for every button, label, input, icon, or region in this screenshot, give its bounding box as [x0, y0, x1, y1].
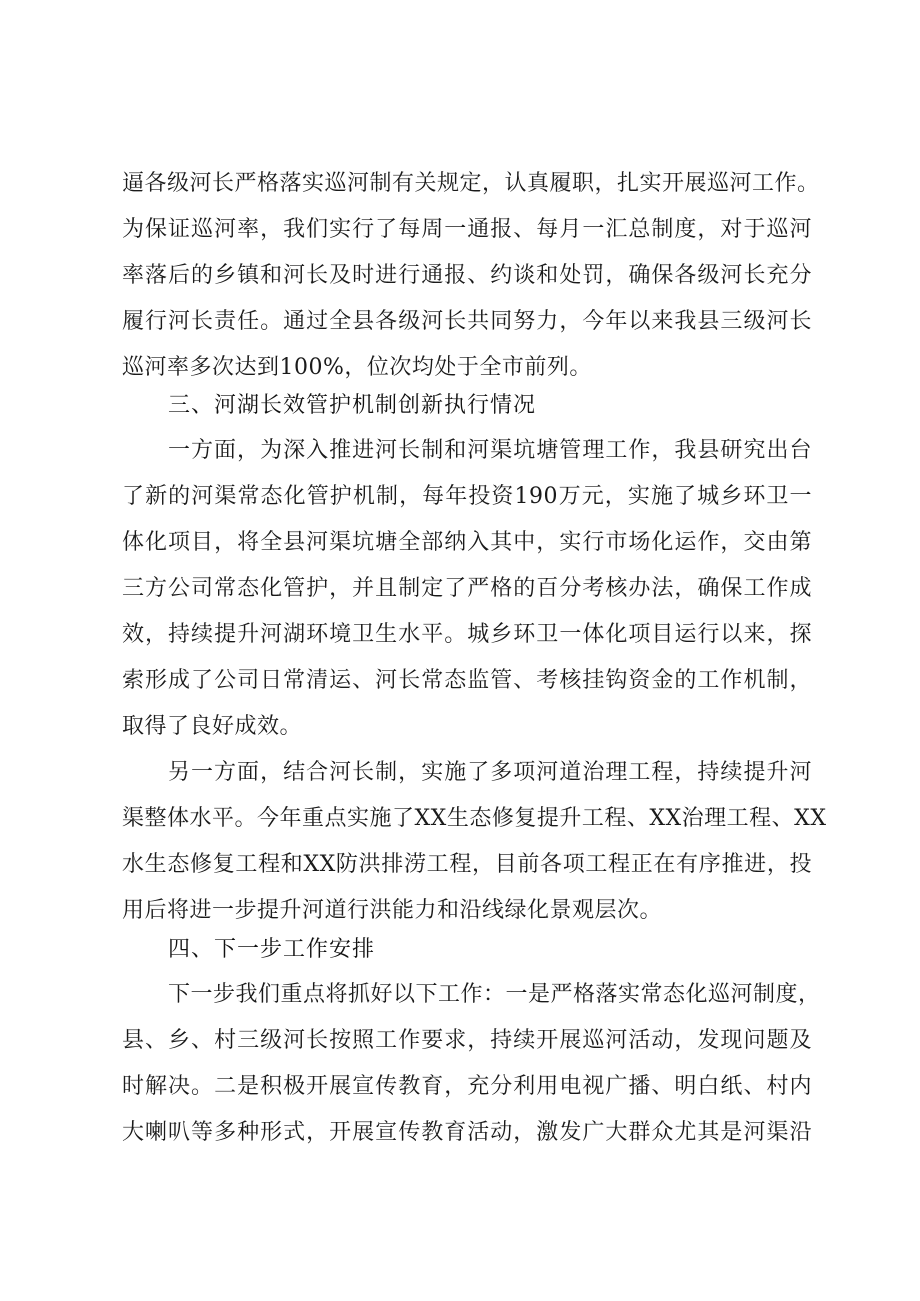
section-heading-3: 三、河湖长效管护机制创新执行情况 [168, 393, 537, 418]
paragraph-4-line-3: 时解决。二是积极开展宣传教育，充分利用电视广播、明白纸、村内 [122, 1074, 812, 1099]
paragraph-2-line-4: 三方公司常态化管护，并且制定了严格的百分考核办法，确保工作成 [122, 576, 812, 601]
paragraph-2-line-1: 一方面，为深入推进河长制和河渠坑塘管理工作，我县研究出台 [168, 438, 812, 463]
paragraph-3-line-2: 渠整体水平。今年重点实施了XX生态修复提升工程、XX治理工程、XX [122, 806, 827, 831]
paragraph-4-line-1: 下一步我们重点将抓好以下工作：一是严格落实常态化巡河制度， [168, 982, 821, 1007]
paragraph-2-line-6: 索形成了公司日常清运、河长常态监管、考核挂钩资金的工作机制， [122, 668, 812, 693]
section-heading-4: 四、下一步工作安排 [168, 937, 376, 962]
paragraph-1-line-1: 逼各级河长严格落实巡河制有关规定，认真履职，扎实开展巡河工作。 [122, 171, 820, 196]
paragraph-1-line-3: 率落后的乡镇和河长及时进行通报、约谈和处罚，确保各级河长充分 [122, 263, 812, 288]
paragraph-3-line-4: 用后将进一步提升河道行洪能力和沿线绿化景观层次。 [122, 898, 663, 923]
paragraph-3-line-3: 水生态修复工程和XX防洪排涝工程，目前各项工程正在有序推进，投 [122, 852, 812, 877]
paragraph-1-line-4: 履行河长责任。通过全县各级河长共同努力，今年以来我县三级河长 [122, 309, 812, 334]
paragraph-4-line-4: 大喇叭等多种形式，开展宣传教育活动，激发广大群众尤其是河渠沿 [122, 1120, 812, 1145]
paragraph-1-line-5: 巡河率多次达到100%，位次均处于全市前列。 [122, 355, 592, 380]
paragraph-4-line-2: 县、乡、村三级河长按照工作要求，持续开展巡河活动，发现问题及 [122, 1028, 812, 1053]
paragraph-2-line-2: 了新的河渠常态化管护机制，每年投资190万元，实施了城乡环卫一 [122, 484, 812, 509]
paragraph-2-line-7: 取得了良好成效。 [122, 714, 303, 739]
paragraph-1-line-2: 为保证巡河率，我们实行了每周一通报、每月一汇总制度，对于巡河 [122, 217, 812, 242]
paragraph-3-line-1: 另一方面，结合河长制，实施了多项河道治理工程，持续提升河 [168, 760, 812, 785]
paragraph-2-line-3: 体化项目，将全县河渠坑塘全部纳入其中，实行市场化运作，交由第 [122, 530, 812, 555]
paragraph-2-line-5: 效，持续提升河湖环境卫生水平。城乡环卫一体化项目运行以来，探 [122, 622, 812, 647]
